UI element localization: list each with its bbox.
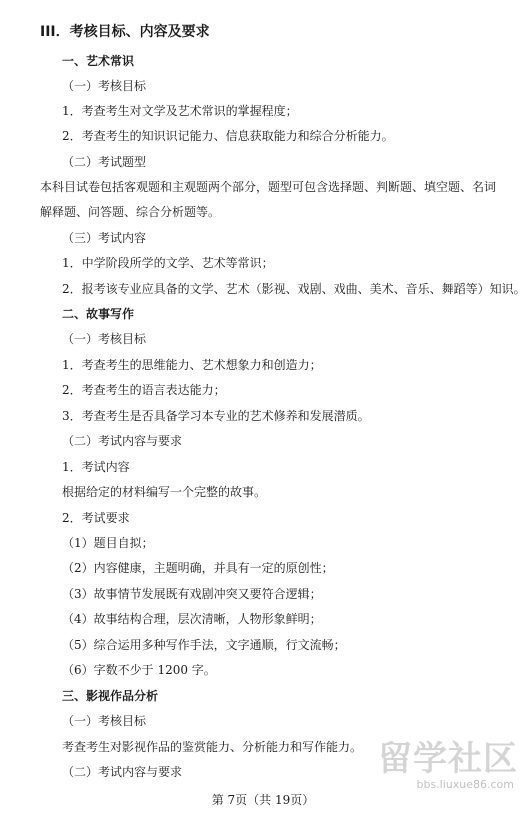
list-item: 2．考查考生的语言表达能力；: [62, 383, 226, 397]
document-title: III．考核目标、内容及要求: [40, 24, 210, 40]
list-item: （6）字数不少于 1200 字。: [62, 663, 216, 677]
watermark-logo-text: 留学社区: [378, 739, 518, 779]
paragraph-line: 解释题、问答题、综合分析题等。: [40, 205, 221, 219]
list-item: 2．报考该专业应具备的文学、艺术（影视、戏剧、戏曲、美术、音乐、舞蹈等）知识。: [62, 282, 526, 296]
subheading-content-requirements: （二）考试内容与要求: [62, 434, 183, 448]
watermark-url: bbs.liuxue86.com: [416, 778, 514, 791]
subheading-content-requirements: （二）考试内容与要求: [62, 765, 183, 779]
paragraph-line: 本科目试卷包括客观题和主观题两个部分，题型可包含选择题、判断题、填空题、名词: [40, 180, 497, 194]
list-item: （4）故事结构合理，层次清晰，人物形象鲜明；: [62, 612, 322, 626]
site-watermark: [368, 740, 518, 794]
subheading-exam-requirements: 2．考试要求: [62, 511, 130, 525]
subheading-question-types: （二）考试题型: [62, 155, 147, 169]
list-item: （3）故事情节发展既有戏剧冲突又要符合逻辑；: [62, 587, 322, 601]
list-item: 2．考查考生的知识识记能力、信息获取能力和综合分析能力。: [62, 129, 394, 143]
page-number-footer: 第 7页（共 19页）: [211, 793, 315, 807]
list-item: （1）题目自拟；: [62, 536, 154, 550]
section-heading-art-knowledge: 一、艺术常识: [62, 54, 135, 68]
subheading-goal: （一）考核目标: [62, 332, 147, 346]
paragraph-line: 考查考生对影视作品的鉴赏能力、分析能力和写作能力。: [62, 740, 363, 754]
subheading-exam-content: 1．考试内容: [62, 460, 130, 474]
list-item: （5）综合运用多种写作手法，文字通顺，行文流畅；: [62, 638, 346, 652]
list-item: 1．中学阶段所学的文学、艺术等常识；: [62, 256, 274, 270]
paragraph-line: 根据给定的材料编写一个完整的故事。: [62, 485, 267, 499]
list-item: （2）内容健康，主题明确，并具有一定的原创性；: [62, 561, 334, 575]
list-item: 1．考查考生对文学及艺术常识的掌握程度；: [62, 104, 298, 118]
list-item: 3．考查考生是否具备学习本专业的艺术修养和发展潜质。: [62, 409, 370, 423]
subheading-goal: （一）考核目标: [62, 714, 147, 728]
subheading-goal: （一）考核目标: [62, 79, 147, 93]
section-heading-film-analysis: 三、影视作品分析: [62, 689, 159, 703]
section-heading-story-writing: 二、故事写作: [62, 307, 135, 321]
list-item: 1．考查考生的思维能力、艺术想象力和创造力；: [62, 358, 322, 372]
subheading-content: （三）考试内容: [62, 231, 147, 245]
